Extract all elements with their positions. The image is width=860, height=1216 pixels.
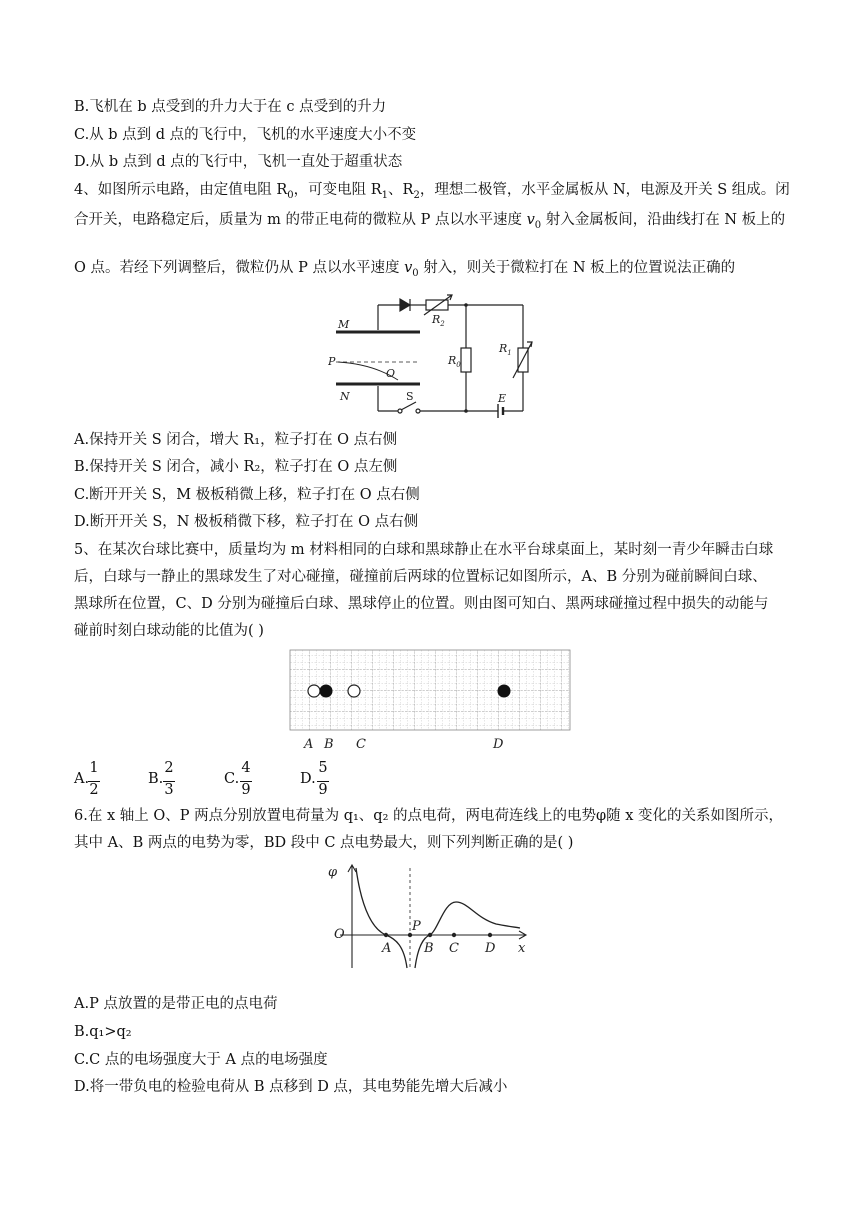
label-r1: $R_1$	[499, 342, 512, 357]
q4-option-d: D.断开开关 S，N 极板稍微下移，粒子打在 O 点右侧	[74, 514, 419, 530]
q6-option-a: A.P 点放置的是带正电的点电荷	[74, 996, 278, 1012]
q6-stem-line-1: 6.在 x 轴上 O、P 两点分别放置电荷量为 q₁、q₂ 的点电荷，两电荷连线上的电势φ随 x 变化的关系如图所示，	[74, 808, 784, 824]
q3-option-b: B.飞机在 b 点受到的升力大于在 c 点受到的升力	[74, 99, 387, 115]
label-b: B	[424, 941, 434, 956]
label-d: D	[485, 941, 496, 956]
q3-option-d: D.从 b 点到 d 点的飞行中，飞机一直处于超重状态	[74, 154, 403, 170]
q6-option-c: C.C 点的电场强度大于 A 点的电场强度	[74, 1052, 328, 1068]
label-c: C	[449, 941, 459, 956]
q4-stem-line-2: 合开关，电路稳定后，质量为 m 的带正电荷的微粒从 P 点以水平速度 $v_0$ 射入金属板间，沿曲线打在 N 板上的	[74, 212, 786, 231]
q4-option-b: B.保持开关 S 闭合，减小 R₂，粒子打在 O 点左侧	[74, 459, 398, 475]
q4-stem-line-1: 4、如图所示电路，由定值电阻 $R_0$，可变电阻 $R_1$、$R_2$，理想二极管，水平金属板从 N，电源及开关 S 组成。闭	[74, 182, 790, 201]
q6-option-d: D.将一带负电的检验电荷从 B 点移到 D 点，其电势能先增大后减小	[74, 1079, 508, 1095]
q5-stem-line-1: 5、在某次台球比赛中，质量均为 m 材料相同的白球和黑球静止在水平台球桌面上，某时刻一青少年瞬击白球	[74, 542, 774, 558]
q5-stem-line-4: 碰前时刻白球动能的比值为( )	[74, 623, 264, 639]
label-r2: $R_2$	[432, 313, 445, 328]
label-c: C	[356, 737, 366, 752]
white-ball-c	[348, 685, 360, 697]
label-r0: $R_0$	[448, 354, 461, 369]
label-e: E	[498, 392, 507, 405]
q3-option-c: C.从 b 点到 d 点的飞行中，飞机的水平速度大小不变	[74, 127, 417, 143]
q6-stem-line-2: 其中 A、B 两点的电势为零，BD 段中 C 点电势最大，则下列判断正确的是( )	[74, 835, 574, 851]
white-ball-a	[308, 685, 320, 697]
label-d: D	[493, 737, 504, 752]
label-b: B	[324, 737, 334, 752]
q5-stem-line-2: 后，白球与一静止的黑球发生了对心碰撞，碰撞前后两球的位置标记如图所示，A、B 分别为碰前瞬间白球、	[74, 569, 767, 585]
q6-option-b: B.q₁>q₂	[74, 1024, 132, 1040]
q6-potential-graph	[326, 862, 536, 974]
q5-options: A. 1 2 B. 2 3 C. 4 9 D. 5 9	[74, 760, 328, 798]
label-o: O	[386, 367, 396, 380]
q4-circuit-figure	[328, 290, 533, 420]
q4-stem-line-3: O 点。若经下列调整后，微粒仍从 P 点以水平速度 $v_0$ 射入，则关于微粒打在 N 板上的位置说法正确的	[74, 260, 736, 279]
diode-symbol	[400, 299, 410, 311]
label-n: N	[340, 390, 350, 403]
q5-stem-line-3: 黑球所在位置，C、D 分别为碰撞后白球、黑球停止的位置。则由图可知白、黑两球碰撞过程中损失的动能与	[74, 596, 769, 612]
q4-option-c: C.断开开关 S，M 极板稍微上移，粒子打在 O 点右侧	[74, 487, 420, 503]
black-ball-b	[320, 685, 333, 698]
label-o: O	[334, 927, 345, 942]
q4-option-a: A.保持开关 S 闭合，增大 R₁，粒子打在 O 点右侧	[74, 432, 398, 448]
q5-billiard-figure	[288, 648, 573, 754]
label-p: P	[328, 355, 336, 368]
label-m: M	[338, 318, 350, 331]
label-p: P	[412, 919, 421, 934]
label-s: S	[406, 390, 414, 403]
label-phi: φ	[328, 865, 338, 880]
black-ball-d	[498, 685, 511, 698]
label-a: A	[382, 941, 392, 956]
label-x: x	[518, 941, 526, 956]
r0-resistor	[461, 348, 471, 372]
label-a: A	[304, 737, 314, 752]
